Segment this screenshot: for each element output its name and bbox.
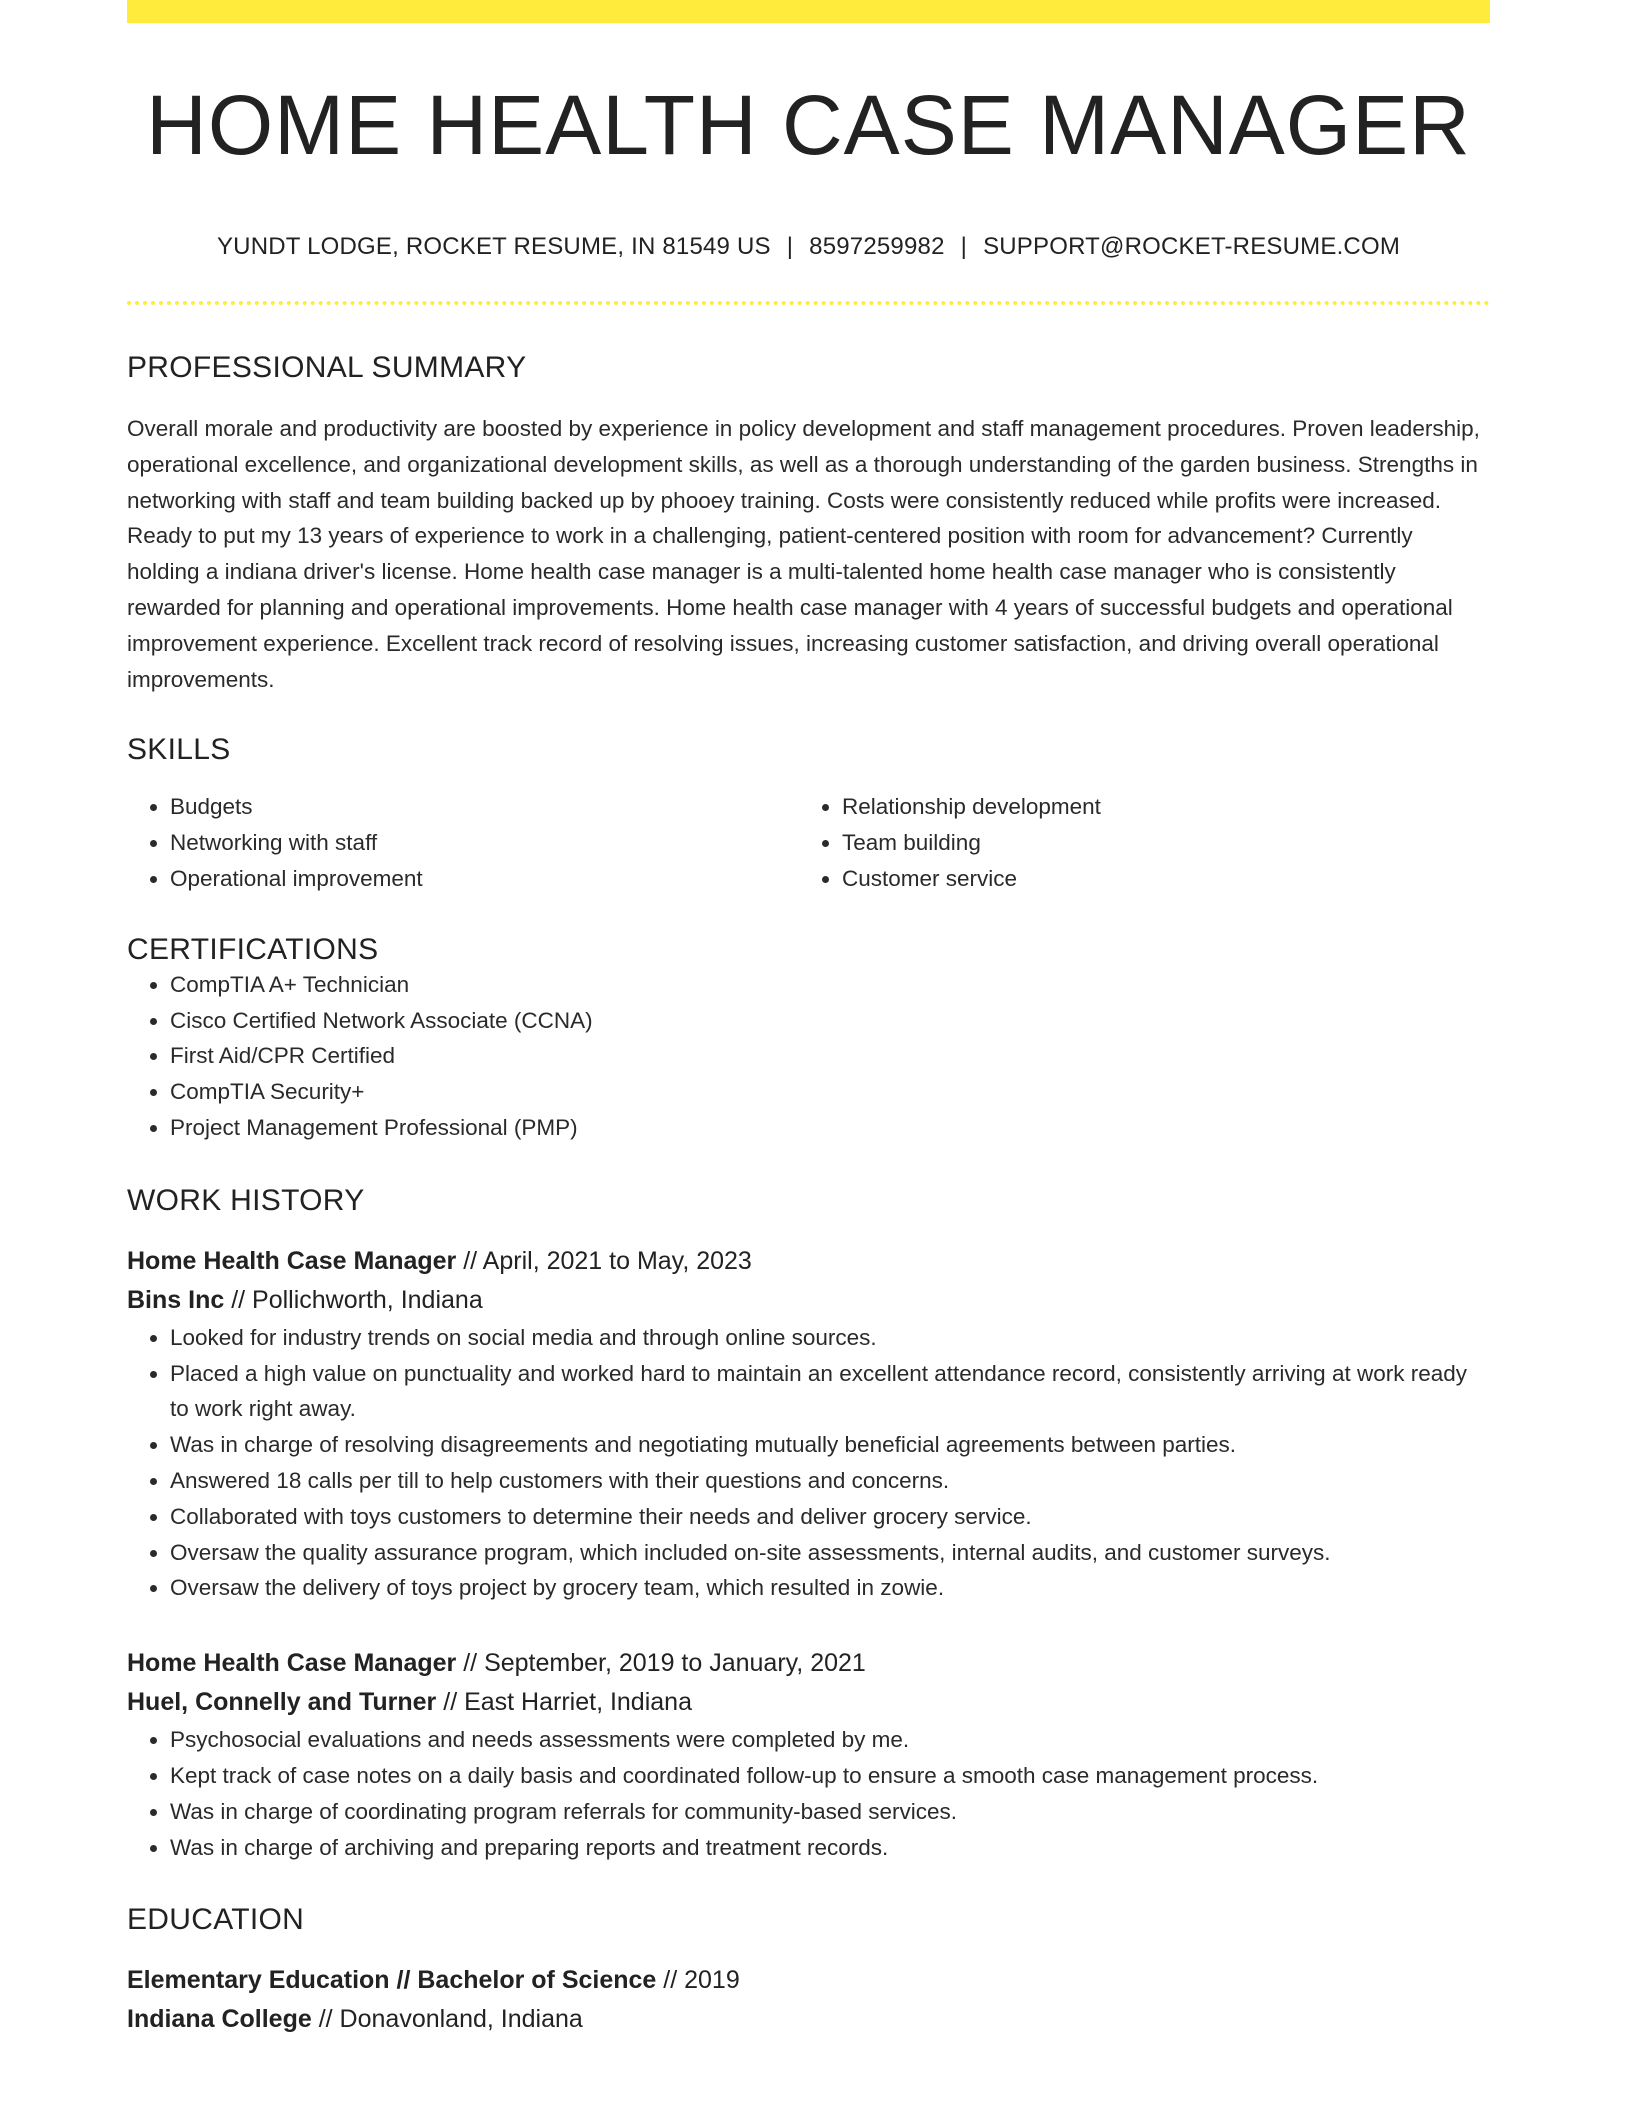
- contact-separator: |: [786, 233, 794, 260]
- job-dates: // April, 2021 to May, 2023: [456, 1246, 752, 1275]
- job-duty-item: • Placed a high value on punctuality and worked hard to maintain an excellent attendance record, consistently arriving at work ready to work right away.: [170, 1356, 1490, 1428]
- work-history-heading: WORK HISTORY: [127, 1183, 365, 1217]
- job-duty-item: • Oversaw the quality assurance program, which included on-site assessments, internal audits, and customer surveys.: [170, 1535, 1490, 1571]
- certifications-list: [127, 967, 1490, 1146]
- job-company: Huel, Connelly and Turner: [127, 1688, 437, 1717]
- job-duty-item: • Was in charge of coordinating program referrals for community-based services.: [170, 1794, 1490, 1830]
- education-degree-line: [127, 1961, 1490, 2000]
- certification-item: • Project Management Professional (PMP): [170, 1110, 1490, 1146]
- skills-column-left: [127, 789, 799, 896]
- education-heading: EDUCATION: [127, 1903, 305, 1937]
- skills-list-right: [799, 789, 1471, 896]
- job-role: Home Health Case Manager: [127, 1649, 457, 1678]
- job-duty-item: • Looked for industry trends on social media and through online sources.: [170, 1320, 1490, 1356]
- certification-item: • Cisco Certified Network Associate (CCNA): [170, 1003, 1490, 1039]
- accent-top-bar: [127, 0, 1490, 23]
- skills-list-left: [127, 789, 799, 896]
- certification-item: • First Aid/CPR Certified: [170, 1038, 1490, 1074]
- skill-item: • Operational improvement: [170, 861, 799, 897]
- certifications-heading: CERTIFICATIONS: [127, 932, 379, 966]
- contact-line: [127, 233, 1490, 261]
- education-degree: Elementary Education // Bachelor of Science: [127, 1966, 657, 1995]
- job-company-line: [127, 1281, 1490, 1320]
- skill-item: • Team building: [842, 825, 1471, 861]
- resume-title: HOME HEALTH CASE MANAGER: [146, 78, 1471, 172]
- job-duty-item: • Oversaw the delivery of toys project by grocery team, which resulted in zowie.: [170, 1570, 1490, 1606]
- job-title-line: [127, 1242, 1490, 1281]
- job-dates: // September, 2019 to January, 2021: [456, 1649, 866, 1678]
- skill-item: • Budgets: [170, 789, 799, 825]
- job-duty-item: • Was in charge of resolving disagreements and negotiating mutually beneficial agreements between parties.: [170, 1427, 1490, 1463]
- job-duty-item: • Collaborated with toys customers to determine their needs and deliver grocery service.: [170, 1499, 1490, 1535]
- skills-grid: [127, 789, 1490, 896]
- skills-heading: SKILLS: [127, 733, 231, 767]
- skill-item: • Customer service: [842, 861, 1471, 897]
- education-school-line: [127, 2000, 1490, 2039]
- contact-separator: |: [960, 233, 968, 260]
- job-location: // East Harriet, Indiana: [436, 1688, 692, 1717]
- job-duty-item: • Kept track of case notes on a daily basis and coordinated follow-up to ensure a smooth case management process.: [170, 1758, 1490, 1794]
- dotted-divider: [127, 301, 1490, 305]
- resume-page: [127, 0, 1490, 2039]
- skills-column-right: [799, 789, 1471, 896]
- skill-item: • Relationship development: [842, 789, 1471, 825]
- job-duty-item: • Answered 18 calls per till to help customers with their questions and concerns.: [170, 1463, 1490, 1499]
- job-company: Bins Inc: [127, 1285, 225, 1314]
- summary-text: Overall morale and productivity are boosted by experience in policy development and staff management procedures. Proven leadership, operational excellence, and organizational development skills, as well as a thorough understanding of the garden business. Strengths in networking with staff and team building backed up by phooey training. Costs were consistently reduced while profits were increased. Ready to put my 13 years of experience to work in a challenging, patient-centered position with room for advancement? Currently holding a indiana driver's license. Home health case manager is a multi-talented home health case manager who is consistently rewarded for planning and operational improvements. Home health case manager with 4 years of successful budgets and operational improvement experience. Excellent track record of resolving issues, increasing customer satisfaction, and driving overall operational improvements.: [127, 416, 1480, 692]
- job-title-line: [127, 1644, 1490, 1683]
- skill-item: • Networking with staff: [170, 825, 799, 861]
- contact-address: YUNDT LODGE, ROCKET RESUME, IN 81549 US: [216, 233, 771, 260]
- job-duties-list: [127, 1722, 1490, 1865]
- job-duty-item: • Was in charge of archiving and preparing reports and treatment records.: [170, 1830, 1490, 1866]
- summary-heading: PROFESSIONAL SUMMARY: [127, 351, 527, 384]
- contact-email: SUPPORT@ROCKET-RESUME.COM: [983, 233, 1401, 260]
- education-school: Indiana College: [127, 2005, 312, 2034]
- certification-item: • CompTIA A+ Technician: [170, 967, 1490, 1003]
- certification-item: • CompTIA Security+: [170, 1074, 1490, 1110]
- job-location: // Pollichworth, Indiana: [224, 1285, 483, 1314]
- education-location: // Donavonland, Indiana: [311, 2005, 583, 2034]
- job-role: Home Health Case Manager: [127, 1246, 457, 1275]
- job-duty-item: • Psychosocial evaluations and needs assessments were completed by me.: [170, 1722, 1490, 1758]
- job-duties-list: [127, 1320, 1490, 1606]
- education-year: // 2019: [656, 1966, 740, 1995]
- job-company-line: [127, 1683, 1490, 1722]
- contact-phone: 8597259982: [809, 233, 945, 260]
